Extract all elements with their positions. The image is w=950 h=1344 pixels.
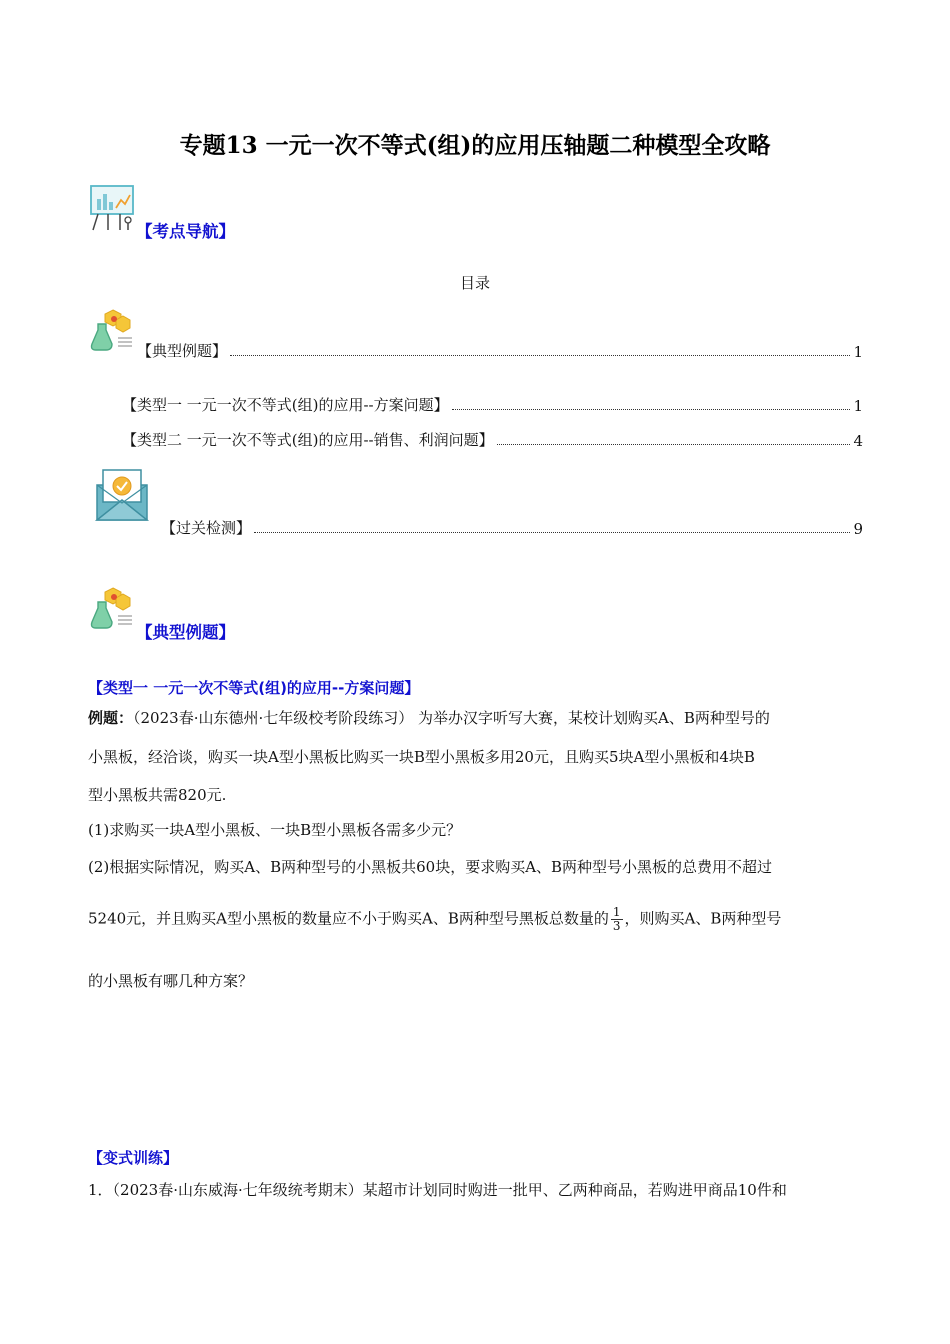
question-2-line1: (2)根据实际情况，购买A、B两种型号的小黑板共60块，要求购买A、B两种型号小黑板的总费用不超过 bbox=[88, 858, 773, 876]
section-header: 【典型例题】 bbox=[136, 623, 235, 642]
chemistry-flask-icon bbox=[88, 586, 136, 632]
type1-header: 【类型一 一元一次不等式(组)的应用--方案问题】 bbox=[88, 679, 420, 697]
toc-item-page: 4 bbox=[853, 432, 863, 450]
toc-item[interactable] bbox=[122, 394, 863, 415]
toc-item-page: 1 bbox=[853, 397, 863, 415]
envelope-check-icon bbox=[94, 467, 150, 523]
toc-item-label: 【类型二 一元一次不等式(组)的应用--销售、利润问题】 bbox=[122, 431, 494, 449]
nav-header: 【考点导航】 bbox=[136, 222, 235, 241]
question-2-line3: 的小黑板有哪几种方案？ bbox=[88, 972, 254, 990]
toc-item-label: 【类型一 一元一次不等式(组)的应用--方案问题】 bbox=[122, 396, 449, 414]
question-1: (1)求购买一块A型小黑板、一块B型小黑板各需多少元？ bbox=[88, 821, 462, 839]
toc-item-label: 【过关检测】 bbox=[161, 519, 252, 537]
toc-item[interactable] bbox=[137, 340, 863, 361]
presentation-board-icon bbox=[88, 183, 138, 233]
example-line1-text: （2023春·山东德州·七年级校考阶段练习） 为举办汉字听写大赛，某校计划购买A、B两种型号的 bbox=[133, 709, 770, 727]
toc-heading: 目录 bbox=[459, 274, 490, 292]
variant-line1: 1．（2023春·山东威海·七年级统考期末）某超市计划同时购进一批甲、乙两种商品，若购进甲商品10件和 bbox=[88, 1181, 787, 1199]
question-2-line2-a: 5240元，并且购买A型小黑板的数量应不小于购买A、B两种型号黑板总数量的 bbox=[88, 909, 609, 928]
toc-item-label: 【典型例题】 bbox=[137, 342, 228, 360]
fraction-denominator: 3 bbox=[612, 919, 621, 934]
chemistry-flask-icon bbox=[88, 308, 136, 354]
page-title: 专题13 一元一次不等式(组)的应用压轴题二种模型全攻略 bbox=[179, 132, 771, 159]
toc-leader bbox=[497, 443, 851, 445]
toc-leader bbox=[452, 408, 851, 410]
variant-header: 【变式训练】 bbox=[88, 1149, 179, 1167]
fraction-one-third bbox=[611, 906, 623, 933]
example-line3: 型小黑板共需820元. bbox=[88, 786, 227, 804]
example-line2: 小黑板，经洽谈，购买一块A型小黑板比购买一块B型小黑板多用20元，且购买5块A型小黑板和4块B bbox=[88, 748, 755, 766]
toc-leader bbox=[230, 354, 850, 356]
toc-item-page: 9 bbox=[853, 520, 863, 538]
toc-item[interactable] bbox=[122, 429, 863, 450]
fraction-numerator: 1 bbox=[612, 905, 621, 919]
toc-item[interactable] bbox=[161, 517, 863, 538]
question-2-line2 bbox=[88, 906, 781, 933]
toc-item-page: 1 bbox=[853, 343, 863, 361]
example-label: 例题： bbox=[88, 709, 134, 727]
example-line1 bbox=[88, 711, 770, 726]
question-2-line2-b: ，则购买A、B两种型号 bbox=[624, 909, 782, 928]
toc-leader bbox=[254, 531, 850, 533]
